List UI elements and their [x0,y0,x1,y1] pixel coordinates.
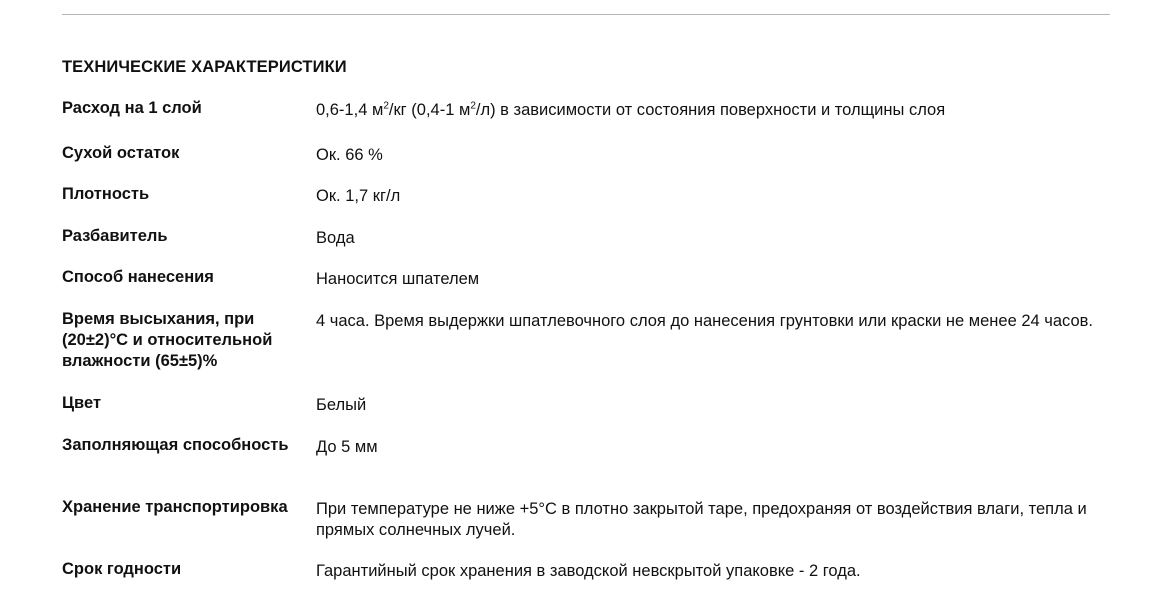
spec-value: Вода [316,229,355,247]
spec-value: Ок. 1,7 кг/л [316,187,401,205]
spec-label: Расход на 1 слой [62,99,202,117]
spec-label: Способ нанесения [62,268,214,286]
spec-value: До 5 мм [316,438,378,456]
top-divider [62,14,1110,15]
spec-value: Наносится шпателем [316,270,480,288]
spec-label: Хранение транспортировка [62,498,288,516]
spec-label: Время высыхания, при (20±2)°С и относительной влажности (65±5)% [62,310,273,370]
spec-label: Сухой остаток [62,144,180,162]
spec-value: Ок. 66 % [316,146,383,164]
spec-value: 0,6-1,4 $м^2/кг$ (0,4-1 $м^2/л$) в зависимости от состояния поверхности и толщины слоя [316,100,946,119]
spec-label: Заполняющая способность [62,436,289,454]
spec-value: Гарантийный срок хранения в заводской невскрытой упаковке - 2 года. [316,562,861,580]
spec-label: Плотность [62,185,150,203]
section-title: ТЕХНИЧЕСКИЕ ХАРАКТЕРИСТИКИ [62,58,347,76]
spec-value: При температуре не ниже +5°С в плотно закрытой таре, предохраняя от воздействия влаги, тепла и прямых солнечных лучей. [316,500,1087,539]
spec-label: Цвет [62,394,102,412]
spec-value: 4 часа. Время выдержки шпатлевочного слоя до нанесения грунтовки или краски не менее 24 часов. [316,312,1093,330]
spec-label: Срок годности [62,560,182,578]
spec-value: Белый [316,396,367,414]
spec-label: Разбавитель [62,227,168,245]
